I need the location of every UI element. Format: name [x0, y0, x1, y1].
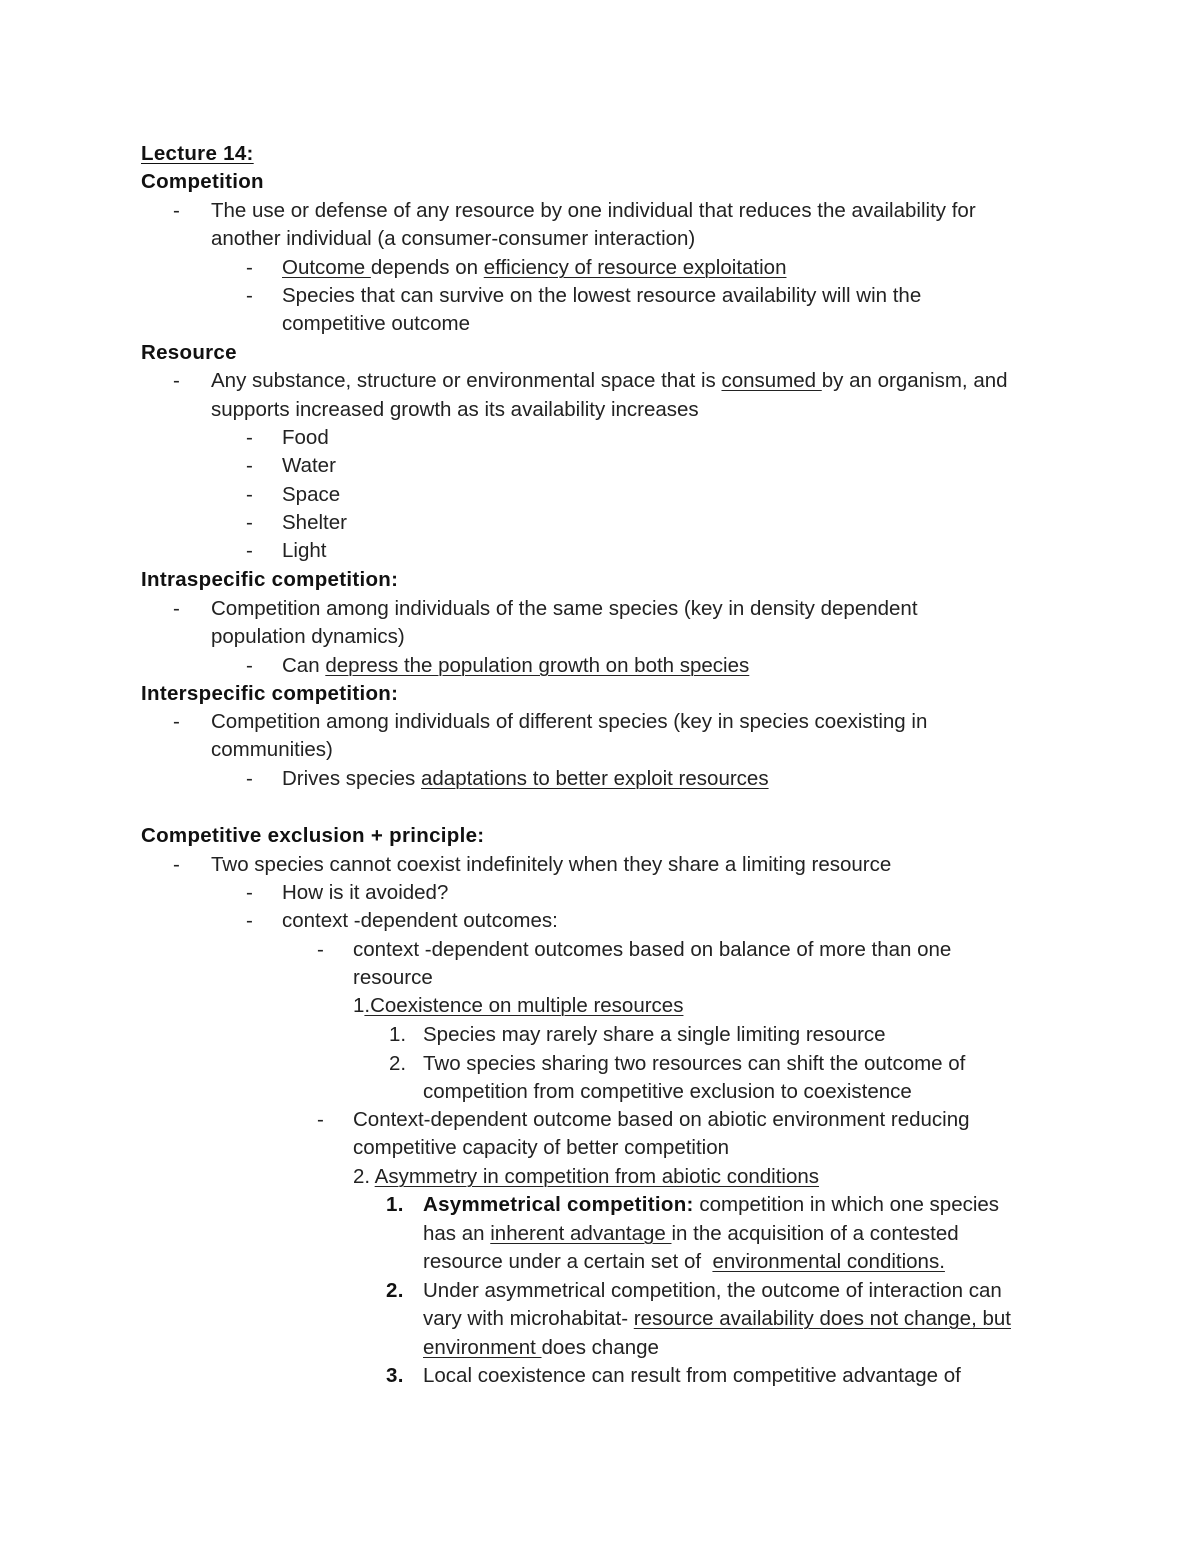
list-number: 1.: [389, 1023, 407, 1046]
bullet-dash: -: [246, 454, 253, 477]
multiple-resources-title: 1.Coexistence on multiple resources: [353, 994, 684, 1017]
bullet-dash: -: [317, 938, 324, 961]
context-balance-line1: context -dependent outcomes based on balance of more than one: [353, 938, 952, 961]
asymmetry-title: 2. Asymmetry in competition from abiotic conditions: [353, 1165, 820, 1188]
multiple-resources-item-2-line1: Two species sharing two resources can shift the outcome of: [423, 1052, 966, 1075]
bullet-dash: -: [173, 597, 180, 620]
bullet-dash: -: [246, 284, 253, 307]
resource-definition-line2: supports increased growth as its availability increases: [211, 398, 699, 421]
resource-item-water: Water: [282, 454, 336, 477]
heading-intraspecific: Intraspecific competition:: [141, 568, 399, 591]
bullet-dash: -: [173, 199, 180, 222]
asymmetry-item-2-line2: vary with microhabitat- resource availability does not change, but: [423, 1307, 1011, 1330]
asymmetry-item-2-line1: Under asymmetrical competition, the outcome of interaction can: [423, 1279, 1002, 1302]
asymmetry-item-1-line1: Asymmetrical competition: competition in which one species: [423, 1193, 1000, 1216]
heading-competitive-exclusion: Competitive exclusion + principle:: [141, 824, 485, 847]
competition-outcome-note: Outcome depends on efficiency of resource exploitation: [282, 256, 787, 279]
exclusion-question: How is it avoided?: [282, 881, 449, 904]
interspecific-definition-line2: communities): [211, 738, 333, 761]
bullet-dash: -: [246, 654, 253, 677]
bullet-dash: -: [246, 511, 253, 534]
asymmetry-item-3-line1: Local coexistence can result from competitive advantage of: [423, 1364, 961, 1387]
list-number: 2.: [389, 1052, 407, 1075]
list-number: 1.: [386, 1193, 404, 1216]
intraspecific-definition-line1: Competition among individuals of the same species (key in density dependent: [211, 597, 918, 620]
context-abiotic-line2: competitive capacity of better competition: [353, 1136, 730, 1159]
bullet-dash: -: [173, 710, 180, 733]
page-title: Lecture 14:: [141, 142, 254, 165]
bullet-dash: -: [246, 483, 253, 506]
exclusion-context-heading: context -dependent outcomes:: [282, 909, 558, 932]
bullet-dash: -: [173, 369, 180, 392]
bullet-dash: -: [246, 909, 253, 932]
resource-item-light: Light: [282, 539, 327, 562]
competition-survival-note-line1: Species that can survive on the lowest resource availability will win the: [282, 284, 922, 307]
interspecific-definition-line1: Competition among individuals of different species (key in species coexisting in: [211, 710, 928, 733]
list-number: 3.: [386, 1364, 404, 1387]
multiple-resources-item-2-line2: competition from competitive exclusion to coexistence: [423, 1080, 912, 1103]
bullet-dash: -: [246, 881, 253, 904]
competition-definition-line1: The use or defense of any resource by one individual that reduces the availability for: [211, 199, 976, 222]
context-abiotic-line1: Context-dependent outcome based on abiotic environment reducing: [353, 1108, 970, 1131]
resource-definition-line1: Any substance, structure or environmental space that is consumed by an organism, and: [211, 369, 1008, 392]
asymmetry-item-1-line3: resource under a certain set of environmental conditions.: [423, 1250, 945, 1273]
bullet-dash: -: [246, 256, 253, 279]
heading-resource: Resource: [141, 341, 237, 364]
asymmetry-item-2-line3: environment does change: [423, 1336, 659, 1359]
bullet-dash: -: [317, 1108, 324, 1131]
bullet-dash: -: [246, 767, 253, 790]
bullet-dash: -: [246, 539, 253, 562]
competition-definition-line2: another individual (a consumer-consumer interaction): [211, 227, 696, 250]
bullet-dash: -: [173, 853, 180, 876]
heading-interspecific: Interspecific competition:: [141, 682, 399, 705]
intraspecific-note: Can depress the population growth on both species: [282, 654, 750, 677]
exclusion-definition: Two species cannot coexist indefinitely when they share a limiting resource: [211, 853, 892, 876]
resource-item-food: Food: [282, 426, 329, 449]
bullet-dash: -: [246, 426, 253, 449]
list-number: 2.: [386, 1279, 404, 1302]
context-balance-line2: resource: [353, 966, 433, 989]
heading-competition: Competition: [141, 170, 264, 193]
intraspecific-definition-line2: population dynamics): [211, 625, 405, 648]
competition-survival-note-line2: competitive outcome: [282, 312, 471, 335]
resource-item-shelter: Shelter: [282, 511, 347, 534]
resource-item-space: Space: [282, 483, 341, 506]
asymmetry-item-1-line2: has an inherent advantage in the acquisition of a contested: [423, 1222, 959, 1245]
interspecific-note: Drives species adaptations to better exploit resources: [282, 767, 769, 790]
multiple-resources-item-1: Species may rarely share a single limiting resource: [423, 1023, 886, 1046]
